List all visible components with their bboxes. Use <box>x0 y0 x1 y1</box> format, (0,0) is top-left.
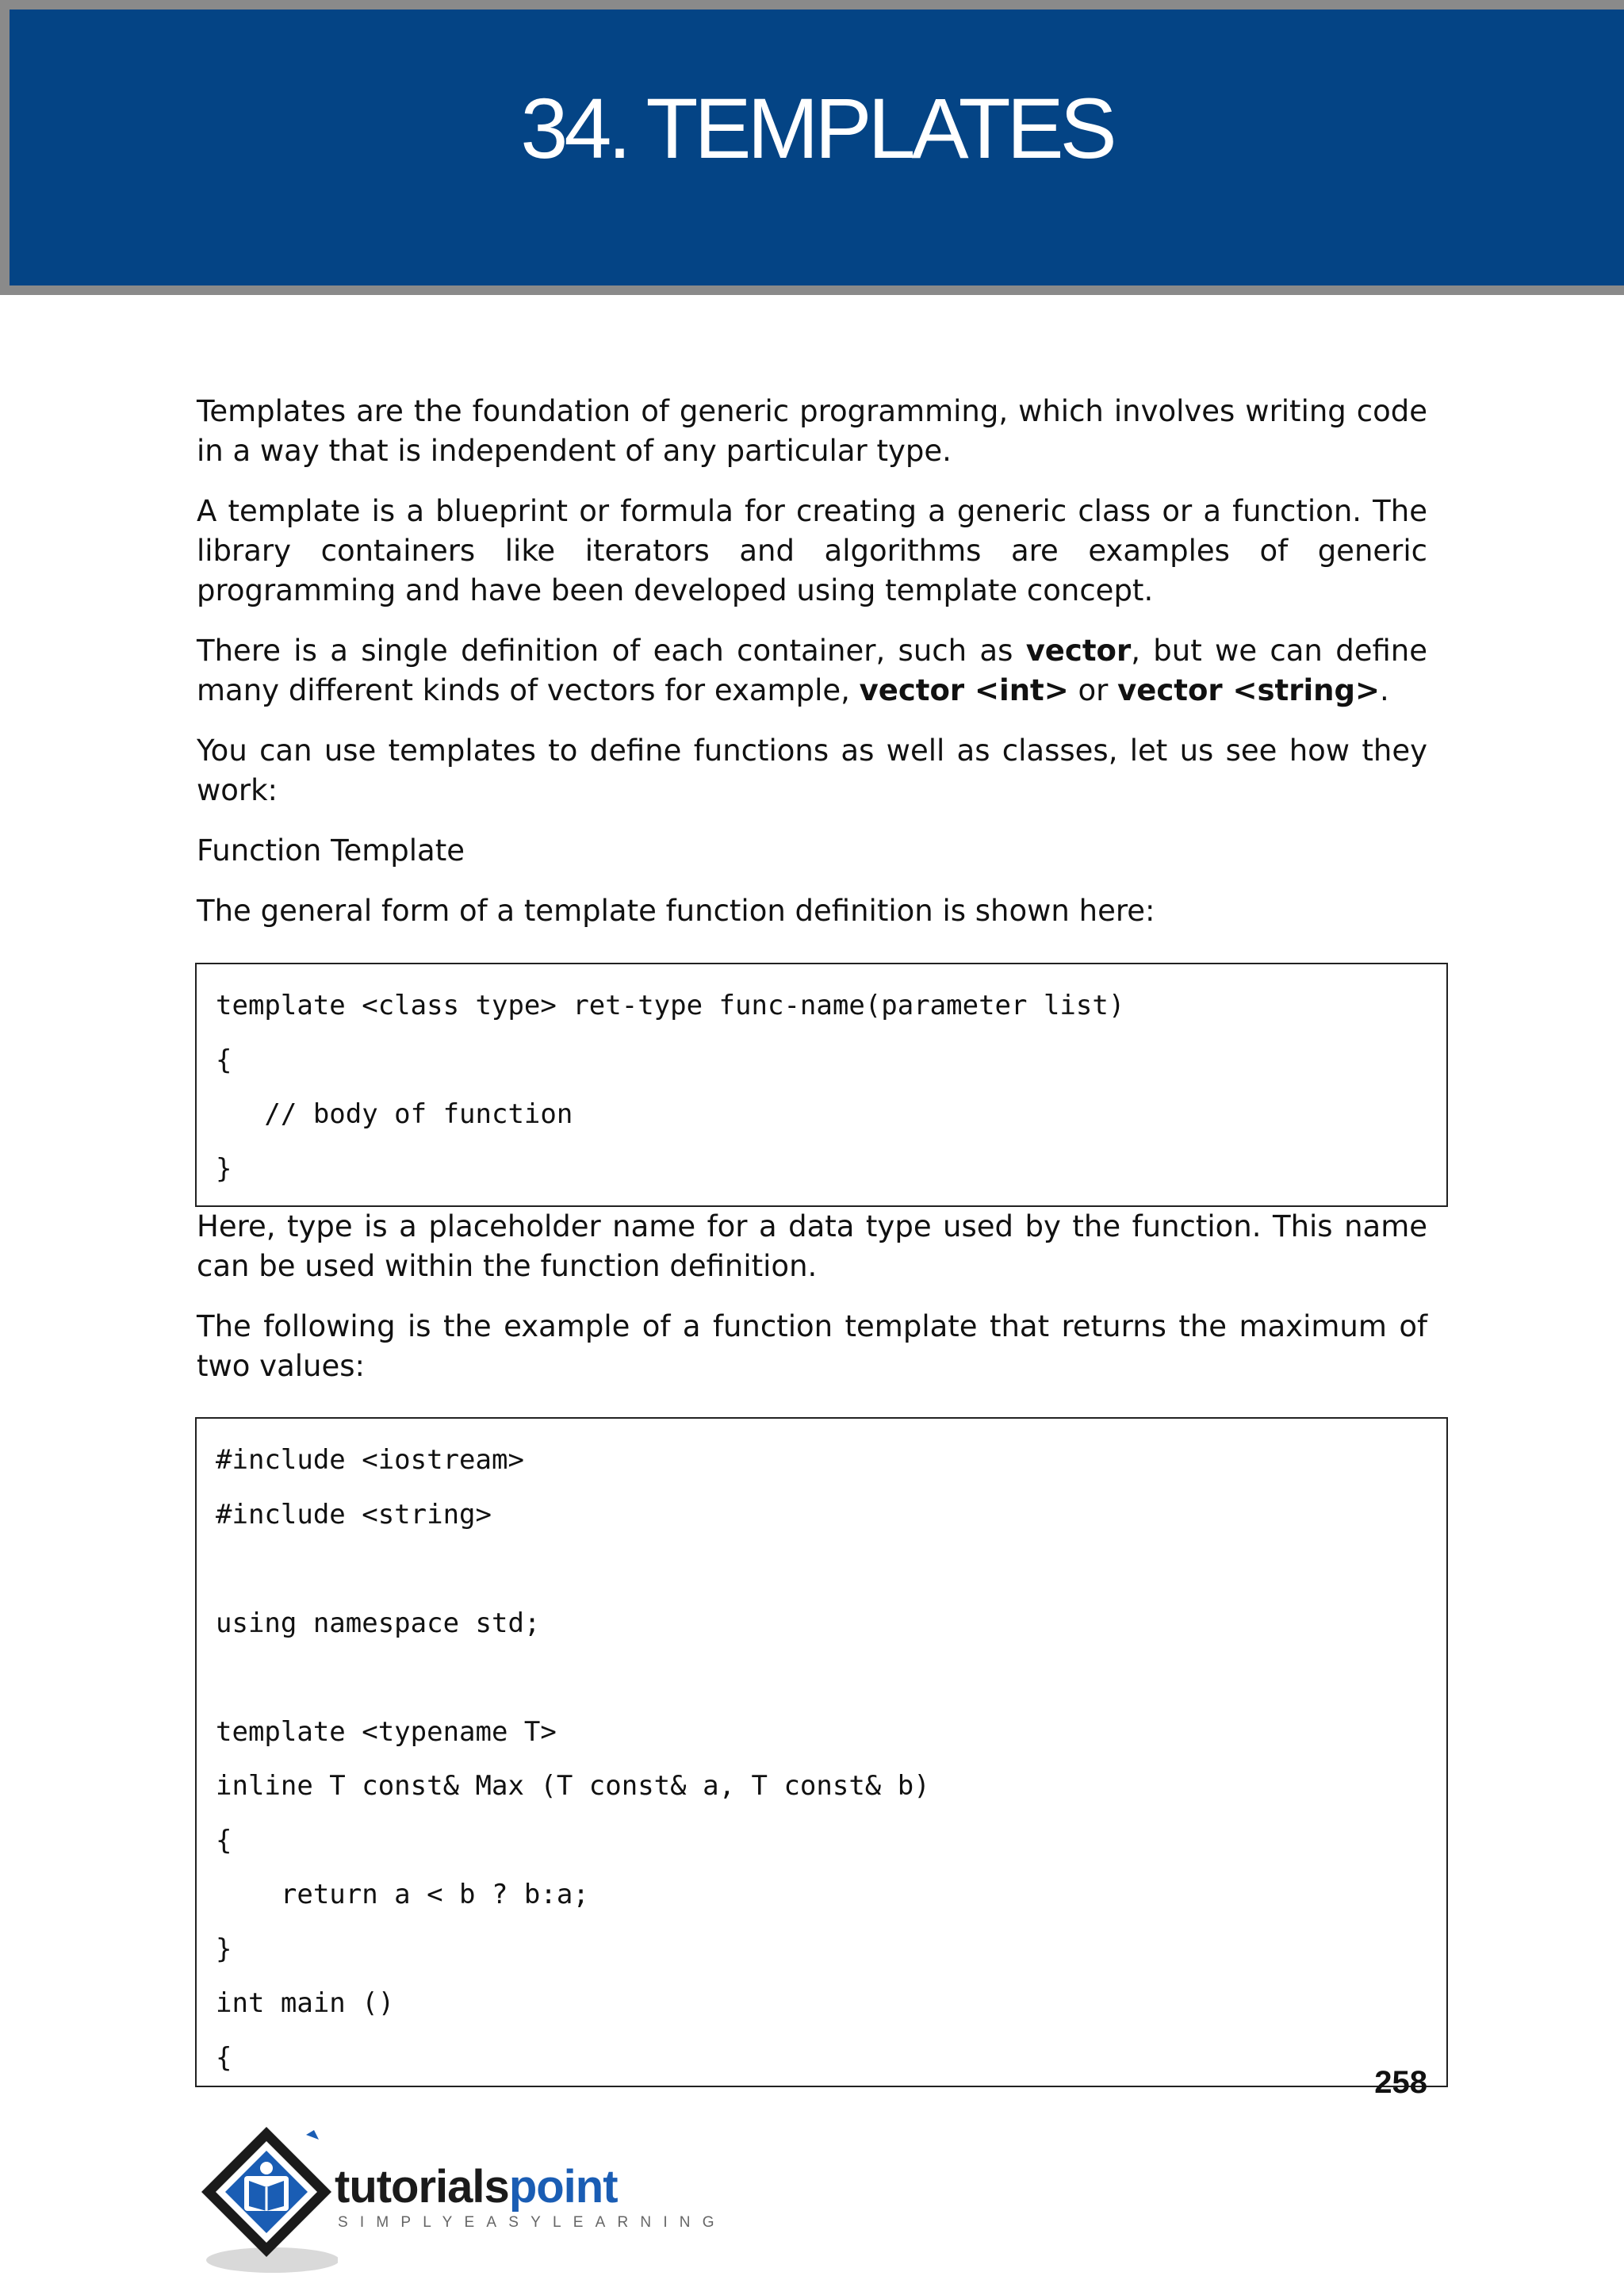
paragraph-general-form: The general form of a template function definition is shown here: <box>197 894 1155 928</box>
code-line: // body of function <box>216 1098 573 1130</box>
logo-word-point: point <box>508 2161 618 2213</box>
code-line: #include <string> <box>216 1498 492 1531</box>
code-line: return a < b ? b:a; <box>216 1879 589 1910</box>
paragraph-containers <box>197 631 1427 711</box>
header-banner <box>0 0 1624 295</box>
page-number: 258 <box>1374 2065 1427 2100</box>
code-line: { <box>216 1824 232 1856</box>
paragraph-example-intro: The following is the example of a function template that returns the maximum of two values: <box>197 1309 1427 1383</box>
code-line: } <box>216 1933 232 1965</box>
text-span: . <box>1380 673 1389 707</box>
logo-tagline: SIMPLYEASYLEARNING <box>338 2214 726 2231</box>
code-line <box>216 1542 1446 1596</box>
tutorialspoint-logo <box>195 2119 726 2278</box>
text-span: or <box>1068 673 1118 707</box>
tutorialspoint-logo-icon <box>195 2119 338 2278</box>
code-block-example <box>195 1417 1448 2087</box>
code-block-general-form <box>195 963 1448 1207</box>
paragraph-intro: Templates are the foundation of generic programming, which involves writing code in a way that is independent of any particular type. <box>197 394 1427 468</box>
code-line: #include <iostream> <box>216 1444 524 1476</box>
code-line: using namespace std; <box>216 1607 541 1639</box>
logo-word-tutorials: tutorials <box>335 2161 509 2213</box>
logo-wordmark <box>335 2160 618 2213</box>
paragraph-usage: You can use templates to define functions as well as classes, let us see how they work: <box>197 734 1427 807</box>
text-span: , but we can define many different kinds of vectors for example, <box>197 634 1427 707</box>
code-line: { <box>216 2041 232 2074</box>
bold-vector-int: vector <int> <box>859 673 1069 707</box>
bold-vector-string: vector <string> <box>1117 673 1380 707</box>
paragraph-blueprint: A template is a blueprint or formula for creating a generic class or a function. The library containers like iterators and algorithms are examples of generic programming and have been developed using template concept. <box>197 494 1427 607</box>
code-line: { <box>216 1044 232 1076</box>
paragraph-placeholder: Here, type is a placeholder name for a data type used by the function. This name can be used within the function definition. <box>197 1209 1427 1283</box>
section-heading-function-template: Function Template <box>197 833 465 868</box>
main-content-continued <box>197 1207 1427 1407</box>
main-content <box>197 392 1427 952</box>
bold-vector: vector <box>1025 634 1132 668</box>
code-line: } <box>216 1152 232 1185</box>
text-span: There is a single definition of each container, such as <box>197 634 1026 668</box>
code-line: template <typename T> <box>216 1715 557 1748</box>
code-line <box>216 1650 1446 1705</box>
code-line: int main () <box>216 1987 395 2019</box>
chapter-title: 34. TEMPLATES <box>520 80 1113 176</box>
code-line: template <class type> ret-type func-name(parameter list) <box>216 990 1125 1021</box>
code-line: inline T const& Max (T const& a, T const& b) <box>216 1770 930 1802</box>
